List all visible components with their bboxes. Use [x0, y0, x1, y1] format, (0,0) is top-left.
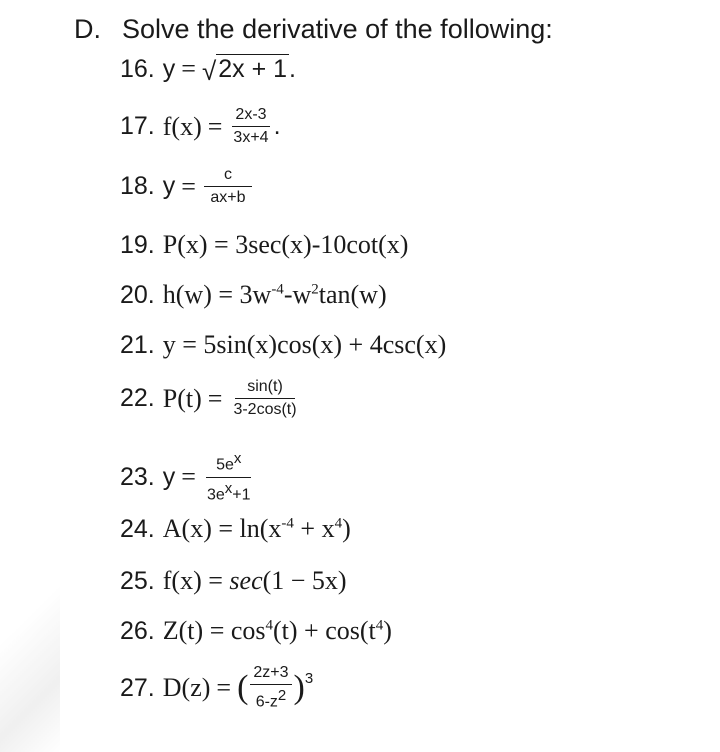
expr-part: h(w) = 3w — [162, 280, 272, 309]
problem-number: 25. — [120, 566, 155, 595]
expr-part: -w — [283, 280, 312, 309]
problem-18 — [120, 166, 254, 208]
background-glare — [0, 572, 60, 752]
expression: P(x) = 3sec(x)-10cot(x) — [162, 230, 409, 259]
lhs: y — [162, 172, 176, 201]
numerator: c — [204, 166, 252, 187]
problem-number: 18. — [120, 172, 155, 201]
problem-27 — [120, 664, 313, 712]
problem-25 — [120, 566, 347, 596]
denominator-rest: +1 — [232, 486, 251, 504]
exponent: 4 — [265, 617, 274, 634]
equals-sign: = — [181, 171, 196, 201]
equals-sign: = — [216, 673, 232, 703]
problem-number: 20. — [120, 280, 155, 309]
exponent: 2 — [311, 281, 319, 298]
exponent: -4 — [271, 281, 284, 298]
expr-part: tan(w) — [318, 280, 387, 309]
denominator-base: 3e — [206, 486, 225, 504]
expression — [163, 566, 347, 596]
fraction — [230, 106, 271, 148]
problem-26 — [120, 616, 392, 646]
denominator: 3-2cos(t) — [233, 401, 297, 419]
problem-number: 24. — [120, 514, 155, 543]
lhs: f(x) — [162, 111, 202, 141]
problem-number: 21. — [120, 330, 155, 359]
expr-part: + x — [293, 514, 335, 543]
denominator-base: 6-z — [255, 693, 278, 711]
expression — [163, 616, 392, 646]
exponent: -4 — [281, 515, 294, 532]
exponent: 4 — [334, 515, 343, 532]
fraction — [250, 664, 291, 712]
expr-part: Z(t) = cos — [162, 616, 266, 645]
problem-number: 26. — [120, 616, 155, 645]
expr-part: (1 − 5x) — [262, 566, 347, 595]
problem-number: 22. — [120, 384, 155, 413]
expression — [163, 280, 387, 310]
fraction — [230, 378, 299, 420]
exponent: x — [233, 450, 242, 467]
fraction — [204, 450, 254, 504]
trailing-period: . — [289, 54, 296, 83]
problem-21 — [120, 330, 446, 360]
problem-number: 16. — [120, 54, 155, 83]
lhs: y — [162, 54, 176, 83]
fraction — [204, 166, 252, 208]
expr-part: ) — [342, 514, 351, 543]
numerator: 2x-3 — [232, 106, 269, 127]
expr-part: ) — [383, 616, 392, 645]
equals-sign: = — [181, 54, 196, 83]
problem-19 — [120, 230, 408, 260]
numerator: sin(t) — [235, 378, 295, 399]
problem-16 — [120, 54, 296, 84]
problem-number: 17. — [120, 112, 155, 141]
expr-part: A(x) = ln(x — [162, 514, 282, 543]
outer-exponent: 3 — [304, 670, 314, 687]
problem-number: 23. — [120, 462, 155, 491]
numerator-base: 5e — [216, 456, 234, 474]
numerator — [206, 450, 251, 478]
problem-number: 27. — [120, 673, 155, 702]
expression: y = 5sin(x)cos(x) + 4csc(x) — [162, 330, 447, 359]
denominator: 3x+4 — [233, 129, 269, 147]
expr-part: f(x) = — [162, 566, 230, 595]
expr-part: (t) + cos(t — [273, 616, 376, 645]
left-paren: ( — [237, 669, 249, 707]
problem-17 — [120, 106, 281, 148]
section-title: Solve the derivative of the following: — [122, 14, 553, 44]
radical-icon: √ — [201, 56, 217, 86]
problem-20 — [120, 280, 387, 310]
equals-sign: = — [207, 111, 223, 141]
expression — [163, 514, 351, 544]
denominator — [253, 685, 290, 712]
problem-number: 19. — [120, 230, 155, 259]
equals-sign: = — [181, 462, 196, 492]
section-letter: D. — [74, 14, 101, 44]
exponent: 4 — [375, 617, 384, 634]
lhs: D(z) — [162, 673, 211, 703]
lhs: P(t) — [162, 383, 202, 413]
denominator — [204, 478, 254, 505]
denominator: ax+b — [210, 189, 246, 207]
exponent: 2 — [277, 687, 287, 705]
problem-22 — [120, 378, 302, 420]
problem-23 — [120, 450, 255, 504]
function-name: sec — [229, 566, 263, 595]
section-heading — [74, 14, 553, 45]
problem-24 — [120, 514, 351, 544]
trailing-period: . — [273, 112, 281, 141]
right-paren: ) — [293, 669, 305, 707]
square-root — [202, 54, 289, 84]
radicand: 2x + 1 — [218, 55, 288, 83]
lhs: y — [162, 462, 176, 491]
equals-sign: = — [207, 383, 223, 413]
numerator: 2z+3 — [250, 664, 291, 685]
exponent: x — [224, 479, 233, 497]
